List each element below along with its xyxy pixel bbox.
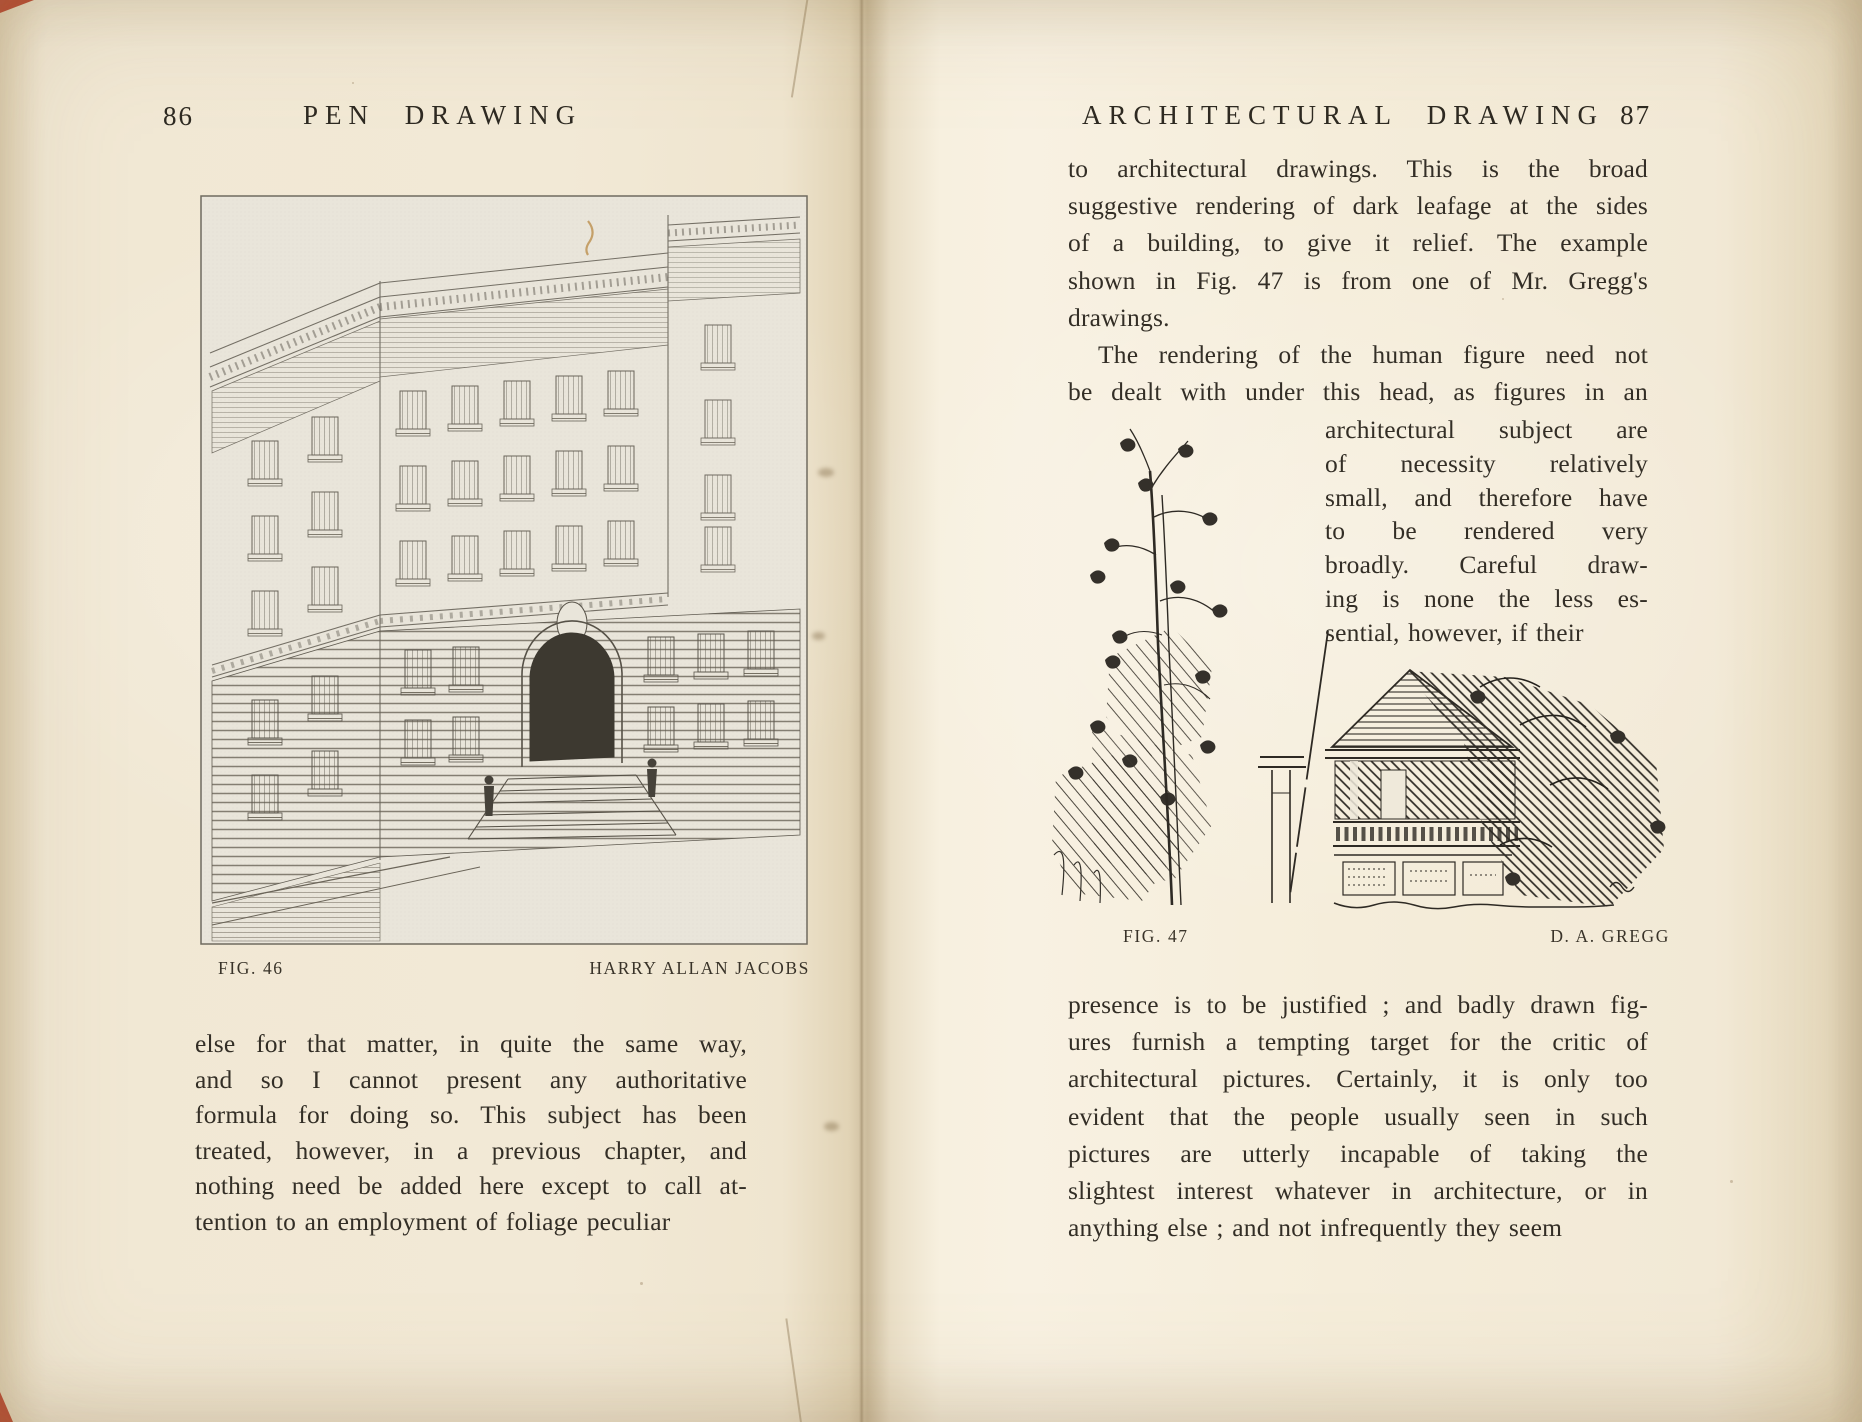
text-line: broadly. Careful draw- [1325,550,1648,580]
left-running-head: PEN DRAWING [303,100,583,130]
figure-47-label: FIG. 47 [1123,926,1189,946]
book-gutter [859,0,864,1422]
figure-47-illustration [1050,425,1670,920]
text-line: to architectural drawings. This is the broad [1068,154,1648,183]
ground-line [1334,902,1614,909]
text-line: of necessity relatively [1325,448,1648,478]
figure-47-caption [1050,926,1670,947]
text-line: tention to an employment of foliage peculiar [195,1206,671,1236]
binding-nick [824,1122,839,1131]
text-line: formula for doing so. This subject has been [195,1100,747,1130]
text-line: slightest interest whatever in architecture, or in [1068,1176,1648,1206]
figure-46-label: FIG. 46 [218,958,284,978]
right-paragraph-2 [1068,336,1648,410]
text-line: ing is none the less es- [1325,583,1648,613]
text-line: sential, however, if their [1325,617,1584,647]
paper-speck [1730,1180,1733,1183]
text-line: architectural subject are [1325,415,1648,444]
text-line: evident that the people usually seen in such [1068,1101,1648,1131]
paper-speck [640,1282,643,1285]
page-edge-crease [785,1318,802,1422]
building-sketch [200,195,808,945]
text-line: ures furnish a tempting target for the critic of [1068,1027,1648,1057]
right-paragraph-3 [1068,986,1648,1246]
porch-post [1258,631,1328,903]
right-running-head [1082,100,1651,131]
figure-46-caption [200,958,810,979]
scan-corner-artifact [0,1392,13,1422]
text-line: shown in Fig. 47 is from one of Mr. Gregg's [1068,265,1648,295]
text-line: pictures are utterly incapable of taking the [1068,1138,1648,1168]
binding-nick [812,632,825,640]
doorway-figure [1381,770,1406,819]
text-line: anything else ; and not infrequently they seem [1068,1213,1563,1243]
text-line: The rendering of the human figure need not [1098,340,1648,369]
text-line: else for that matter, in quite the same way, [195,1029,747,1058]
binding-nick [818,468,834,477]
leaf-clusters [1090,438,1227,643]
right-paragraph-1 [1068,150,1648,336]
right-running-head-text: ARCHITECTURAL DRAWING [1082,100,1605,130]
paper-speck [352,82,354,84]
scan-corner-artifact [0,0,34,13]
text-line: treated, however, in a previous chapter, and [195,1135,747,1165]
text-line: of a building, to give it relief. The example [1068,228,1648,258]
figure-46-illustration [200,195,808,945]
text-line: be dealt with under this head, as figures in an [1068,377,1648,407]
figure-46-credit: HARRY ALLAN JACOBS [589,958,810,978]
right-page-number: 87 [1620,100,1652,130]
text-line: to be rendered very [1325,516,1648,546]
text-line: drawings. [1068,302,1170,332]
left-page-number: 86 [163,101,194,131]
text-line: presence is to be justified ; and badly drawn fig- [1068,990,1648,1019]
page-edge-crease [791,0,809,98]
text-line: small, and therefore have [1325,482,1648,512]
figure-47-credit: D. A. GREGG [1550,926,1670,946]
text-line: nothing need be added here except to call at- [195,1171,747,1201]
text-line: suggestive rendering of dark leafage at the sides [1068,191,1648,221]
text-line: architectural pictures. Certainly, it is only too [1068,1064,1648,1094]
tree-and-porch-sketch [1050,425,1670,920]
paper-speck [1502,298,1504,300]
left-paragraph [195,1026,747,1240]
text-line: and so I cannot present any authoritative [195,1064,747,1094]
